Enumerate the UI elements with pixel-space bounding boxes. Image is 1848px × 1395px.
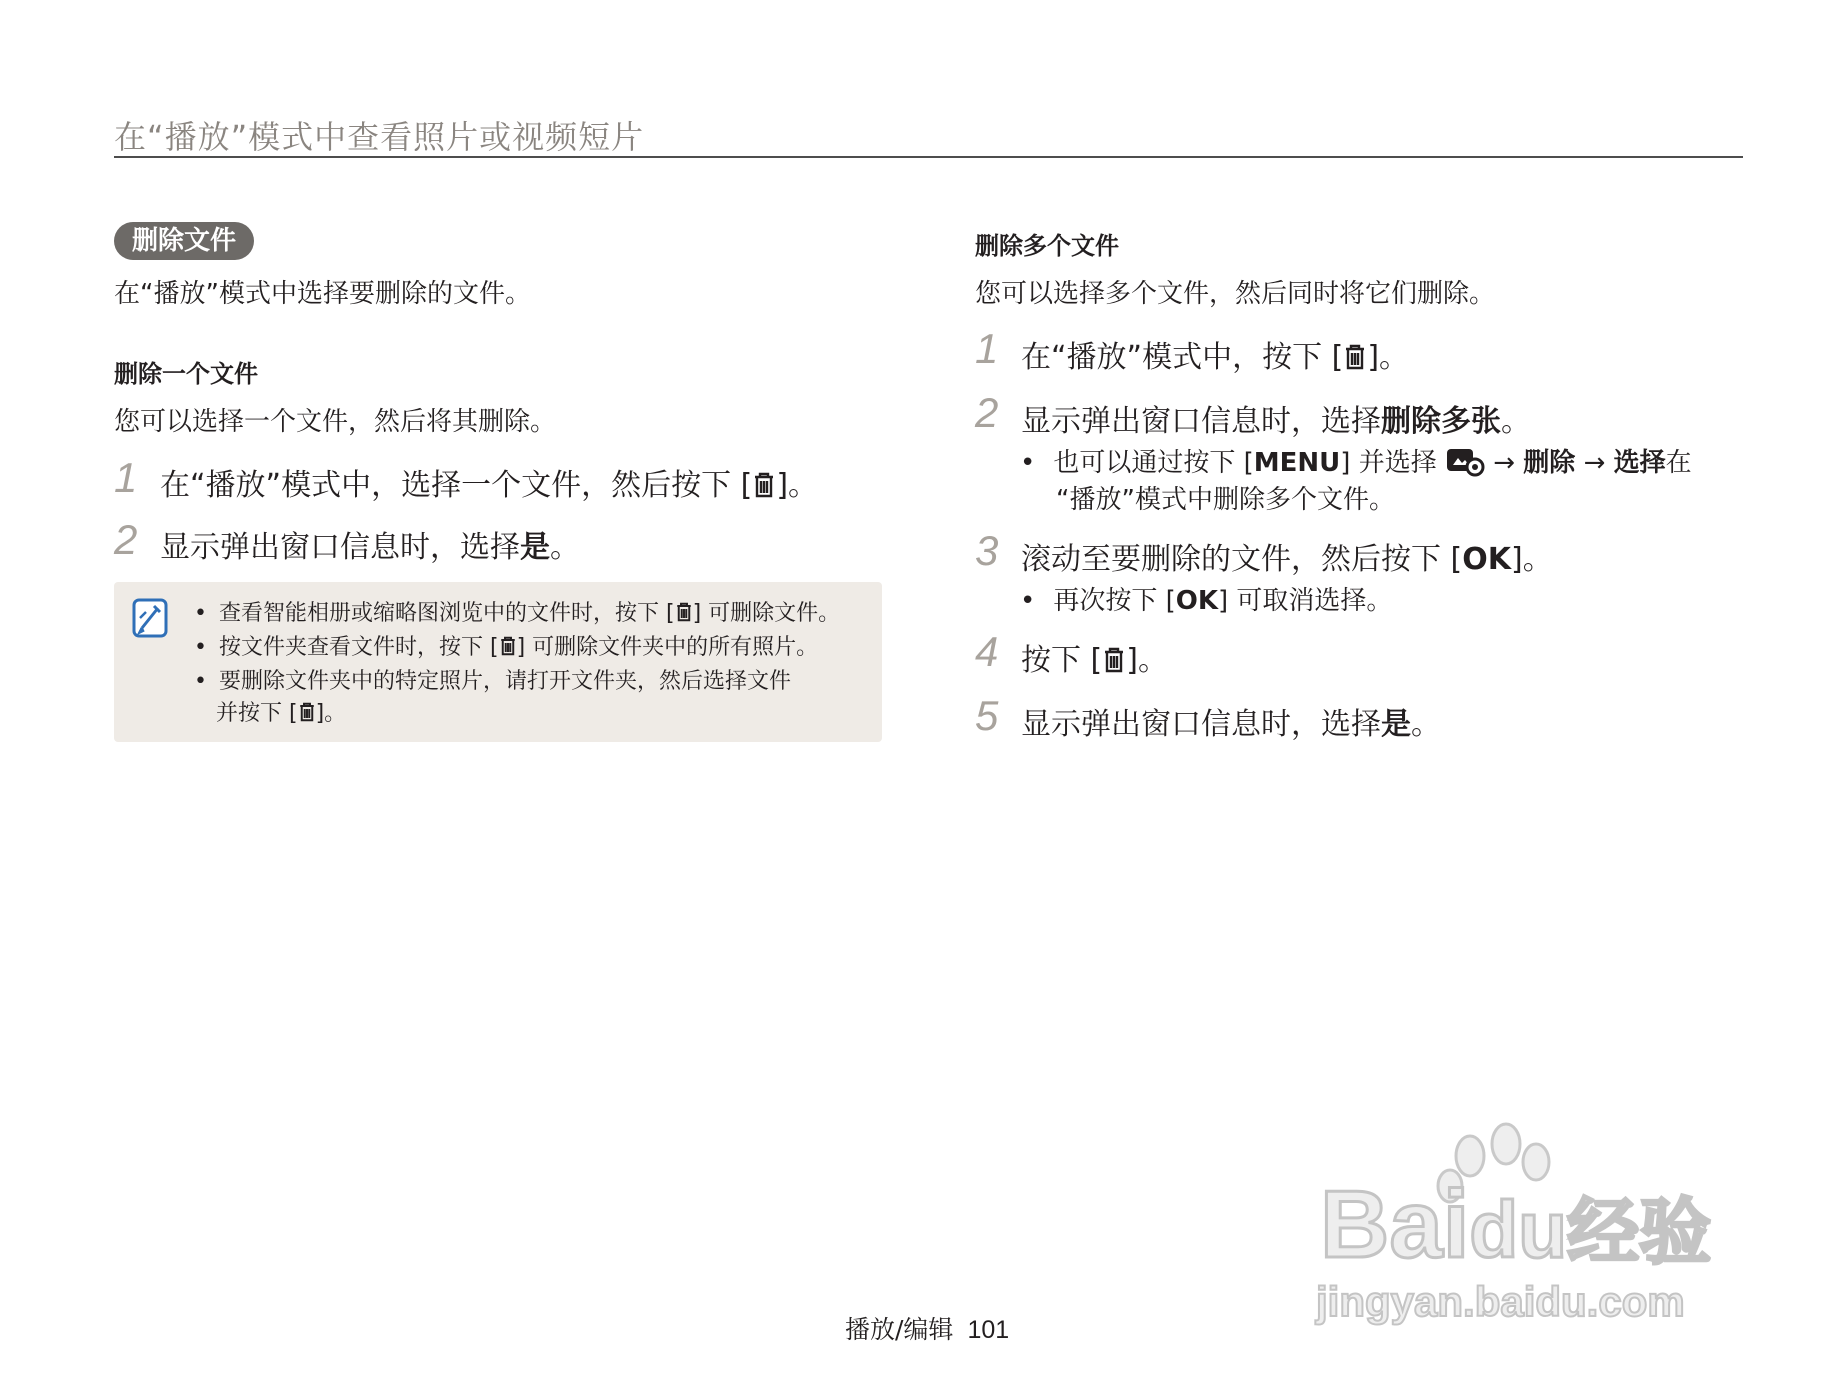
trash-icon	[1343, 343, 1367, 378]
section-badge: 删除文件	[114, 222, 254, 260]
subintro-delete-multiple: 您可以选择多个文件，然后同时将它们删除。	[975, 279, 1496, 309]
trash-icon	[675, 602, 693, 628]
step-text-end: ]。	[1126, 643, 1168, 678]
arrow: →	[1575, 448, 1614, 478]
step-text: 在“播放”模式中，选择一个文件，然后按下 [	[160, 468, 753, 503]
right-step-5-text	[1021, 699, 1441, 743]
page-title: 在“播放”模式中查看照片或视频短片	[114, 118, 645, 156]
note-item-1: • 查看智能相册或缩略图浏览中的文件时，按下 [ ] 可删除文件。	[194, 601, 841, 626]
ok-key-label: OK	[1462, 542, 1511, 577]
note-text: 按文件夹查看文件时，按下 [	[218, 635, 499, 660]
trash-icon	[752, 471, 776, 497]
right-step-3	[975, 527, 998, 575]
step-bold: 是	[520, 530, 550, 565]
left-step-1	[114, 454, 137, 502]
menu-key-label: MENU	[1253, 448, 1341, 478]
page-number: 101	[967, 1316, 1010, 1344]
note-box	[114, 582, 882, 742]
trash-icon	[298, 702, 316, 728]
step-bold: 是	[1381, 707, 1411, 742]
step-text-end: ]。	[1511, 542, 1553, 577]
step-number: 1	[114, 454, 138, 501]
watermark-url: jingyan.baidu.com	[1316, 1278, 1685, 1325]
note-text: 查看智能相册或缩略图浏览中的文件时，按下 [	[218, 601, 675, 626]
subintro-delete-one: 您可以选择一个文件，然后将其删除。	[114, 407, 557, 437]
right-step-2-bullet: • 也可以通过按下 [MENU] 并选择 → 删除 → 选择在	[1020, 442, 1692, 484]
watermark-brand: Baidu经验	[1320, 1171, 1712, 1278]
section-intro: 在“播放”模式中选择要删除的文件。	[114, 279, 531, 309]
step-text-end: ]。	[1367, 340, 1410, 375]
step-text: 显示弹出窗口信息时，选择	[1021, 707, 1381, 742]
step-text: 按下 [	[1021, 643, 1103, 678]
title-divider	[114, 156, 1743, 158]
bullet-text: ] 可取消选择。	[1218, 586, 1393, 616]
playback-settings-icon	[1445, 445, 1485, 484]
right-step-1	[975, 325, 998, 373]
right-step-4	[975, 628, 998, 676]
right-step-2	[975, 389, 998, 437]
step-number: 5	[975, 692, 999, 739]
bullet-text: 也可以通过按下 [	[1053, 448, 1254, 478]
note-item-3: • 要删除文件夹中的特定照片，请打开文件夹，然后选择文件	[194, 669, 791, 694]
note-item-3-cont	[216, 696, 346, 728]
baidu-watermark	[1310, 1120, 1750, 1330]
note-text: 并按下 [	[216, 701, 298, 726]
step-text: 显示弹出窗口信息时，选择	[160, 530, 520, 565]
note-text-end: ] 可删除文件夹中的所有照片。	[516, 635, 819, 660]
right-step-4-text	[1021, 635, 1168, 681]
subheading-delete-multiple: 删除多个文件	[975, 232, 1119, 260]
ok-key-label: OK	[1175, 586, 1219, 616]
left-step-1-text	[160, 460, 818, 504]
right-step-1-text	[1021, 332, 1409, 378]
left-step-2	[114, 516, 137, 564]
step-number: 3	[975, 527, 999, 574]
page-footer	[845, 1310, 1009, 1346]
step-text-end: 。	[550, 530, 580, 565]
left-step-2-text	[160, 522, 580, 566]
step-bold: 删除多张	[1381, 404, 1501, 439]
step-number: 2	[975, 389, 999, 436]
trash-icon	[499, 636, 517, 662]
right-step-2-bullet-cont: “播放”模式中删除多个文件。	[1056, 485, 1395, 515]
step-text: 滚动至要删除的文件，然后按下 [	[1021, 542, 1463, 577]
note-text: 要删除文件夹中的特定照片，请打开文件夹，然后选择文件	[218, 669, 791, 694]
bullet-text: 在	[1665, 448, 1692, 478]
bullet-text: ] 并选择	[1340, 448, 1445, 478]
bullet-bold: 删除	[1523, 448, 1576, 478]
note-text-end: ]。	[315, 701, 347, 726]
right-step-3-text	[1021, 534, 1553, 578]
footer-section: 播放/编辑	[845, 1315, 954, 1344]
right-step-2-text	[1021, 396, 1531, 440]
bullet-bold: 选择	[1613, 448, 1666, 478]
step-text: 在“播放”模式中，按下 [	[1021, 340, 1344, 375]
note-text-end: ] 可删除文件。	[692, 601, 841, 626]
step-text: 显示弹出窗口信息时，选择	[1021, 404, 1381, 439]
subheading-delete-one: 删除一个文件	[114, 360, 258, 388]
step-text-end: 。	[1411, 707, 1441, 742]
right-step-3-bullet: • 再次按下 [OK] 可取消选择。	[1020, 586, 1393, 616]
step-text-end: ]。	[776, 468, 819, 503]
step-number: 1	[975, 325, 999, 372]
memo-pencil-icon	[132, 598, 168, 638]
arrow: →	[1484, 448, 1524, 478]
step-number: 2	[114, 516, 138, 563]
step-number: 4	[975, 628, 999, 675]
right-step-5	[975, 692, 998, 740]
bullet-text: 再次按下 [	[1053, 586, 1176, 616]
step-text-end: 。	[1501, 404, 1531, 439]
trash-icon	[1102, 646, 1126, 681]
note-item-2: • 按文件夹查看文件时，按下 [ ] 可删除文件夹中的所有照片。	[194, 635, 819, 660]
